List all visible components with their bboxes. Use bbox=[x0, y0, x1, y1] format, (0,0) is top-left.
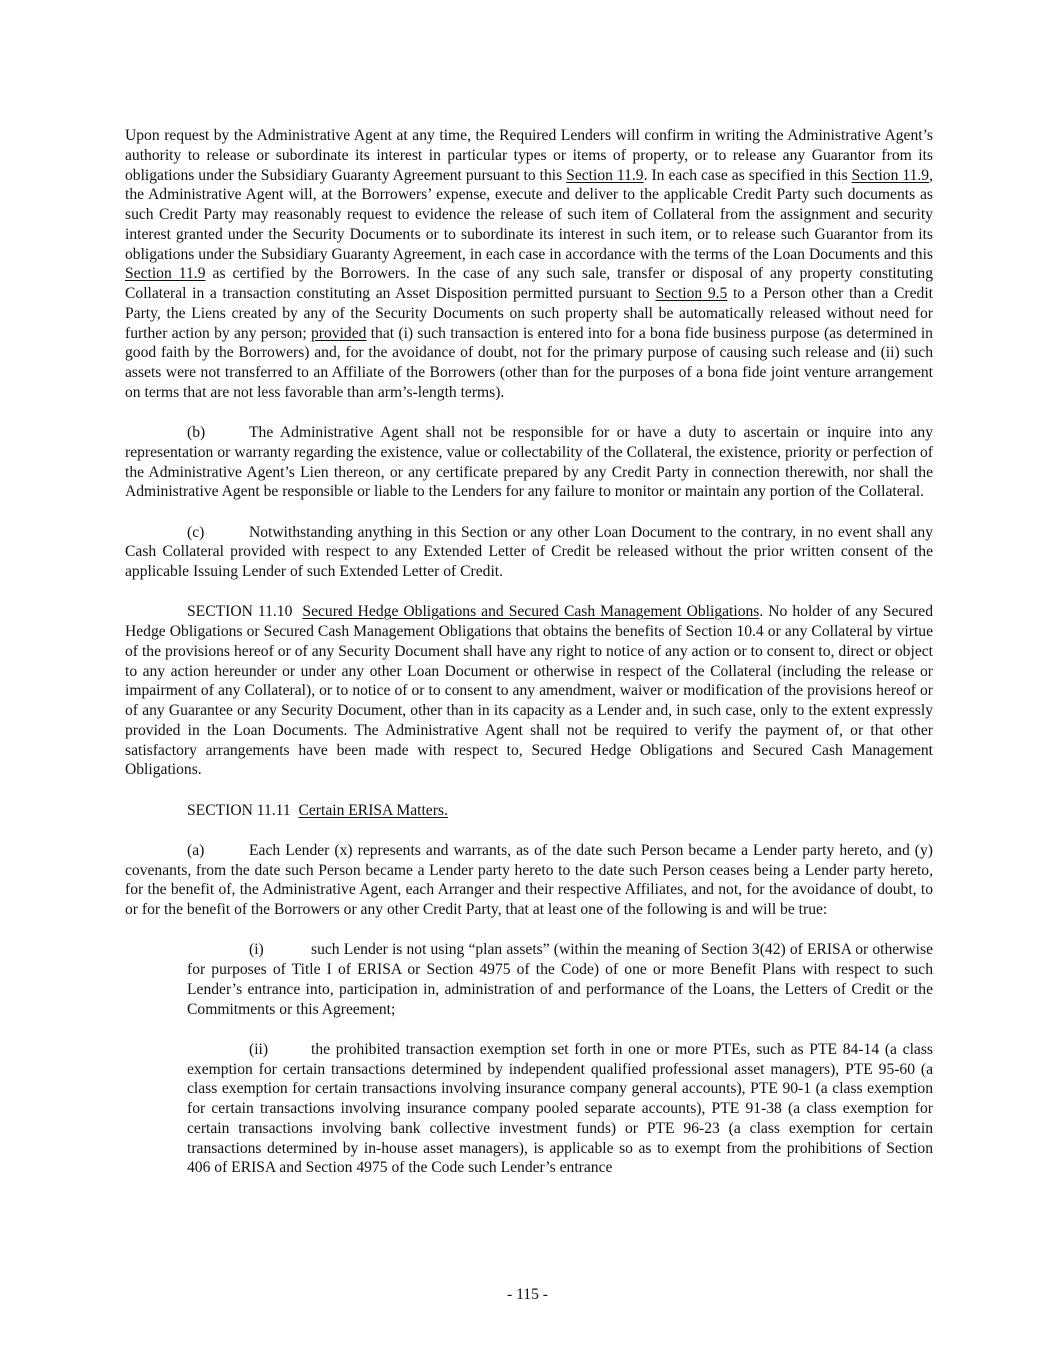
paragraph-label: (a) bbox=[187, 841, 205, 859]
clause-label: (ii) bbox=[249, 1040, 269, 1058]
paragraph-label: (c) bbox=[187, 523, 205, 541]
paragraph-a: (a) Each Lender (x) represents and warrants, as of the date such Person became a Lender party hereto, and (y) covenants, from the date such Person became a Lender party hereto to the date such Person ceases being a Lender party hereto, for the benefit of, the Administrative Agent, each Arranger and their respective Affiliates, and not, for the avoidance of doubt, to or for the benefit of the Borrowers or any other Credit Party, that at least one of the following is and will be true: bbox=[125, 841, 933, 918]
section-11-9-reference: Section 11.9 bbox=[851, 166, 930, 184]
section-title: Secured Hedge Obligations and Secured Cash Management Obligations bbox=[302, 603, 760, 621]
intro-paragraph: Upon request by the Administrative Agent at any time, the Required Lenders will confirm in writing the Administrative Agent’s authority to release or subordinate its interest in particular types or items of property, or to release any Guarantor from its obligations under the Subsidiary Guaranty Agreement pursuant to this Section 11.9. In each case as specified in this Section 11.9, the Administrative Agent will, at the Borrowers’ expense, execute and deliver to the applicable Credit Party such documents as such Credit Party may reasonably request to evidence the release of such item of Collateral from the assignment and security interest granted under the Security Documents or to subordinate its interest in such item, or to release such Guarantor from its obligations under the Subsidiary Guaranty Agreement, in each case in accordance with the terms of the Loan Documents and this Section 11.9 as certified by the Borrowers. In the case of any such sale, transfer or disposal of any property constituting Collateral in a transaction constituting an Asset Disposition permitted pursuant to Section 9.5 to a Person other than a Credit Party, the Liens created by any of the Security Documents on such property shall be automatically released without need for further action by any person; provided that (i) such transaction is entered into for a bona fide business purpose (as determined in good faith by the Borrowers) and, for the avoidance of doubt, not for the primary purpose of causing such release and (ii) such assets were not transferred to an Affiliate of the Borrowers (other than for the purposes of a bona fide joint venture arrangement on terms that are not less favorable than arm’s-length terms). bbox=[125, 127, 933, 401]
clause-i: (i) such Lender is not using “plan assets” (within the meaning of Section 3(42) of ERISA or otherwise for purposes of Title I of ERISA or Section 4975 of the Code) of one or more Benefit Plans with respect to such Lender’s entrance into, participation in, administration of and performance of the Loans, the Letters of Credit or the Commitments or this Agreement; bbox=[187, 941, 933, 1018]
section-11-9-reference: Section 11.9 bbox=[566, 166, 644, 184]
section-9-5-reference: Section 9.5 bbox=[655, 285, 728, 302]
paragraph-c: (c) Notwithstanding anything in this Section or any other Loan Document to the contrary, in no event shall any Cash Collateral provided with respect to any Extended Letter of Credit be released without the prior written consent of the applicable Issuing Lender of such Extended Letter of Credit. bbox=[125, 523, 933, 580]
page-number: - 115 - bbox=[507, 1286, 548, 1303]
document-body bbox=[125, 126, 933, 1178]
section-11-11-heading bbox=[125, 801, 933, 821]
section-number: SECTION 11.11 bbox=[187, 801, 291, 819]
paragraph-label: (b) bbox=[187, 424, 206, 441]
section-number: SECTION 11.10 bbox=[187, 603, 293, 621]
section-11-9-reference: Section 11.9 bbox=[125, 265, 206, 283]
clause-label: (i) bbox=[249, 941, 264, 959]
paragraph-b: (b) The Administrative Agent shall not be responsible for or have a duty to ascertain or inquire into any representation or warranty regarding the existence, value or collectability of the Collateral, the existence, priority or perfection of the Administrative Agent’s Lien thereon, or any certificate prepared by any Credit Party in connection therewith, nor shall the Administrative Agent be responsible or liable to the Lenders for any failure to monitor or maintain any portion of the Collateral. bbox=[125, 424, 933, 501]
clause-ii: (ii) the prohibited transaction exemption set forth in one or more PTEs, such as PTE 84-14 (a class exemption for certain transactions determined by independent qualified professional asset managers), PTE 95-60 (a class exemption for certain transactions involving insurance company general accounts), PTE 90-1 (a class exemption for certain transactions involving insurance company pooled separate accounts), PTE 91-38 (a class exemption for certain transactions involving bank collective investment funds) or PTE 96-23 (a class exemption for certain transactions determined by in-house asset managers), is applicable so as to exempt from the prohibitions of Section 406 of ERISA and Section 4975 of the Code such Lender’s entrance bbox=[187, 1040, 933, 1177]
provided-term: provided bbox=[310, 324, 367, 342]
section-title: Certain ERISA Matters. bbox=[298, 801, 448, 819]
section-11-10: SECTION 11.10 Secured Hedge Obligations and Secured Cash Management Obligations. No holder of any Secured Hedge Obligations or Secured Cash Management Obligations that obtains the benefits of Section 10.4 or any Collateral by virtue of the provisions hereof or of any Security Document shall have any right to notice of any action or to consent to, direct or object to any action hereunder or under any other Loan Document or otherwise in respect of the Collateral (including the release or impairment of any Collateral), or to notice of or to consent to any amendment, waiver or modification of the provisions hereof or of any Guarantee or any Security Document, other than in its capacity as a Lender and, in such case, only to the extent expressly provided in the Loan Documents. The Administrative Agent shall not be required to verify the payment of, or that other satisfactory arrangements have been made with respect to, Secured Hedge Obligations and Secured Cash Management Obligations. bbox=[125, 603, 934, 779]
